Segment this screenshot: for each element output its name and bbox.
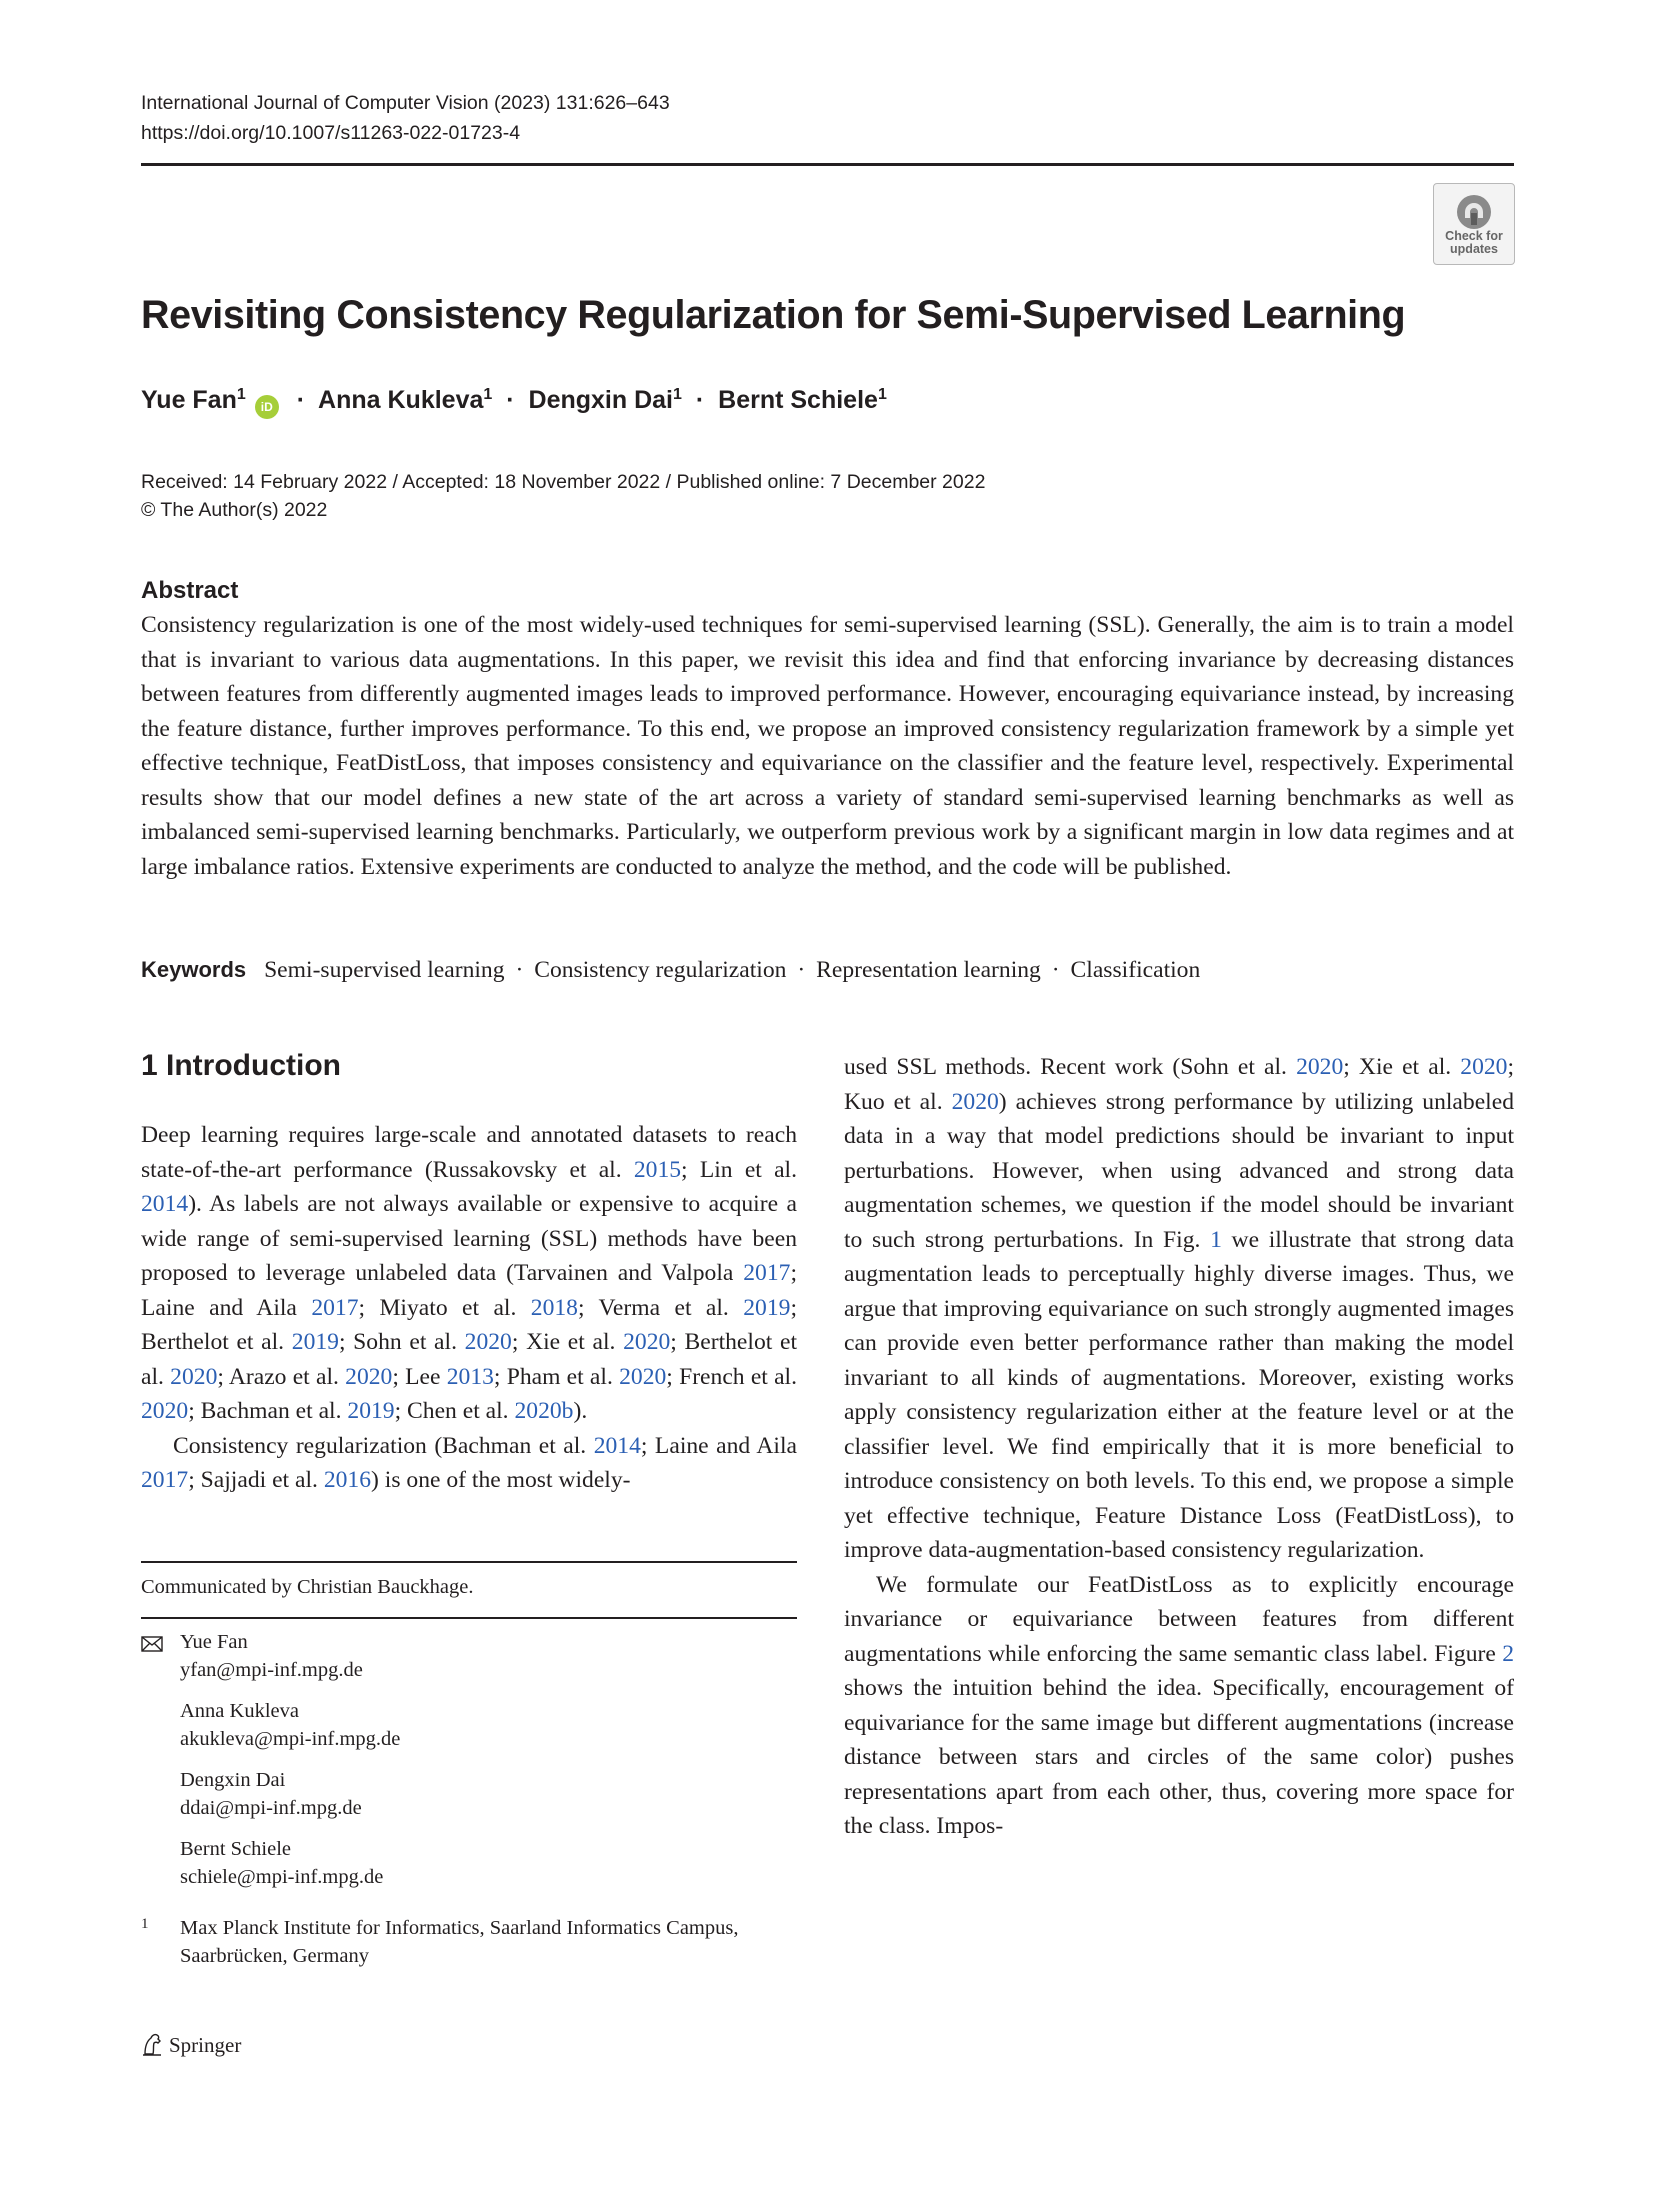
citation-link[interactable]: 2020 — [1296, 1054, 1344, 1080]
keywords-label: Keywords — [141, 957, 247, 982]
citation-link[interactable]: 2020 — [619, 1363, 667, 1390]
contact-name: Dengxin Dai — [180, 1769, 286, 1791]
citation-link[interactable]: 2013 — [446, 1363, 494, 1390]
author-name[interactable]: Anna Kukleva — [318, 386, 484, 414]
keyword-separator: · — [1051, 957, 1060, 983]
intro-paragraph-1: Deep learning requires large-scale and annotated datasets to reach state-of-the-art performance (Russakovsky et al. 2015; Lin et al. 2014). As labels are not always available or expensive to acquire a wide range of semi-supervised learning (SSL) methods have been proposed to leverage unlabeled data (Tarvainen and Valpola 2017; Laine and Aila 2017; Miyato et al. 2018; Verma et al. 2019; Berthelot et al. 2019; Sohn et al. 2020; Xie et al. 2020; Berthelot et al. 2020; Arazo et al. 2020; Lee 2013; Pham et al. 2020; French et al. 2020; Bachman et al. 2019; Chen et al. 2020b). — [141, 1122, 798, 1424]
citation-link[interactable]: 2014 — [141, 1191, 189, 1217]
author-affiliation-mark: 1 — [673, 386, 682, 403]
citation-link[interactable]: 2015 — [633, 1156, 682, 1183]
envelope-icon — [141, 1636, 163, 1652]
publisher-logo — [141, 2030, 241, 2060]
right-column — [844, 1050, 1514, 1844]
author-separator: · — [695, 386, 705, 414]
doi-link[interactable]: https://doi.org/10.1007/s11263-022-01723-4 — [141, 122, 521, 144]
keyword: Classification — [1070, 957, 1201, 983]
contact-name: Bernt Schiele — [180, 1838, 292, 1860]
check-for-updates-badge[interactable] — [1433, 183, 1515, 265]
citation-link[interactable]: 2019 — [347, 1398, 395, 1424]
citation-link[interactable]: 2019 — [291, 1329, 339, 1355]
citation-link[interactable]: 2020 — [170, 1363, 218, 1390]
affiliation-footnote — [141, 1914, 797, 1970]
contact-email[interactable]: ddai@mpi-inf.mpg.de — [180, 1796, 362, 1819]
citation-link[interactable]: 2016 — [323, 1467, 372, 1493]
journal-citation: International Journal of Computer Vision (2023) 131:626–643 — [141, 92, 670, 114]
intro-paragraph-3: used SSL methods. Recent work (Sohn et al. 2020; Xie et al. 2020; Kuo et al. 2020) achieves strong performance by utilizing unlabeled data in a way that model predictions should be invariant to input perturbations. However, when using advanced and strong data augmentation schemes, we question if the model should be invariant to such strong perturbations. In Fig. 1 we illustrate that strong data augmentation leads to perceptually highly diverse images. Thus, we argue that improving equivariance on such strongly augmented images can provide even better performance rather than making the model invariant to all kinds of augmentations. Moreover, existing works apply consistency regularization either at the feature level or at the classifier level. We find empirically that it is more beneficial to introduce consistency on both levels. To this end, we propose a simple yet effective technique, Feature Distance Loss (FeatDistLoss), to improve data-augmentation-based consistency regularization. — [844, 1054, 1515, 1563]
citation-link[interactable]: 2020 — [623, 1329, 671, 1355]
contact-name: Yue Fan — [180, 1631, 248, 1653]
author-contacts — [141, 1629, 797, 1905]
keyword-separator: · — [515, 957, 524, 983]
contact-entry — [141, 1836, 797, 1891]
citation-link[interactable]: 1 — [1210, 1226, 1222, 1253]
citation-link[interactable]: 2020 — [1460, 1054, 1508, 1080]
citation-link[interactable]: 2014 — [593, 1432, 641, 1459]
contact-entry — [141, 1767, 797, 1822]
badge-line-1: Check for — [1445, 229, 1503, 243]
author-affiliation-mark: 1 — [236, 386, 246, 403]
keyword: Representation learning — [816, 957, 1041, 983]
author-separator: · — [296, 386, 306, 414]
publisher-name: Springer — [169, 2033, 242, 2057]
citation-link[interactable]: 2020 — [345, 1363, 393, 1390]
citation-link[interactable]: 2017 — [311, 1294, 359, 1321]
keyword: Consistency regularization — [534, 957, 787, 983]
author-name[interactable]: Yue Fan — [141, 386, 237, 414]
contact-email[interactable]: yfan@mpi-inf.mpg.de — [180, 1658, 363, 1681]
contact-entry — [141, 1698, 797, 1753]
check-for-updates-icon — [1452, 192, 1496, 232]
citation-link[interactable]: 2020 — [464, 1329, 512, 1355]
badge-line-2: updates — [1450, 242, 1498, 256]
intro-paragraph-2: Consistency regularization (Bachman et al. 2014; Laine and Aila 2017; Sajjadi et al. 2016) is one of the most widely- — [141, 1432, 797, 1493]
author-list — [141, 383, 887, 419]
copyright-notice: © The Author(s) 2022 — [141, 499, 328, 521]
publication-dates: Received: 14 February 2022 / Accepted: 18 November 2022 / Published online: 7 December 2022 — [141, 471, 986, 493]
footnote-rule — [141, 1561, 797, 1563]
affiliation-text: Max Planck Institute for Informatics, Saarland Informatics Campus, Saarbrücken, Germany — [180, 1917, 739, 1967]
communicated-by: Communicated by Christian Bauckhage. — [141, 1576, 474, 1598]
author-affiliation-mark: 1 — [877, 386, 887, 403]
contact-email[interactable]: schiele@mpi-inf.mpg.de — [180, 1865, 384, 1888]
springer-horse-icon — [141, 2032, 163, 2056]
orcid-icon[interactable]: iD — [255, 395, 279, 419]
citation-link[interactable]: 2020 — [951, 1088, 999, 1115]
keyword: Semi-supervised learning — [264, 957, 505, 983]
abstract-text: Consistency regularization is one of the most widely-used techniques for semi-supervised learning (SSL). Generally, the aim is to train a model that is invariant to various data augmentations. In this paper, we revisit this idea and find that enforcing invariance by decreasing distances between features from differently augmented images leads to improved performance. However, encouraging equivariance instead, by increasing the feature distance, further improves performance. To this end, we propose an improved consistency regularization framework by a simple yet effective technique, FeatDistLoss, that imposes consistency and equivariance on the classifier and the feature level, respectively. Experimental results show that our model defines a new state of the art across a variety of standard semi-supervised learning benchmarks as well as imbalanced semi-supervised learning benchmarks. Particularly, we outperform previous work by a significant margin in low data regimes and at large imbalance ratios. Extensive experiments are conducted to analyze the method, and the code will be published. — [141, 612, 1514, 880]
section-heading-introduction: 1 Introduction — [141, 1049, 341, 1082]
citation-link[interactable]: 2019 — [743, 1294, 791, 1321]
header-rule — [141, 163, 1514, 166]
contact-email[interactable]: akukleva@mpi-inf.mpg.de — [180, 1727, 401, 1750]
keywords-line — [141, 953, 1200, 987]
author-name[interactable]: Bernt Schiele — [718, 386, 878, 414]
footnote-rule — [141, 1617, 797, 1619]
author-name[interactable]: Dengxin Dai — [528, 386, 674, 414]
citation-link[interactable]: 2 — [1502, 1640, 1514, 1667]
abstract-heading: Abstract — [141, 577, 239, 604]
author-affiliation-mark: 1 — [483, 386, 493, 403]
affiliation-number: 1 — [141, 1916, 149, 1932]
intro-paragraph-4: We formulate our FeatDistLoss as to explicitly encourage invariance or equivariance between features from different augmentations while enforcing the same semantic class label. Figure 2 shows the intuition behind the idea. Specifically, encouragement of equivariance for the same image but different augmentations (increase distance between stars and circles of the same color) pushes representations apart from each other, thus, covering more space for the class. Impos- — [844, 1571, 1514, 1839]
author-separator: · — [506, 386, 515, 414]
citation-link[interactable]: 2017 — [743, 1260, 791, 1286]
citation-link[interactable]: 2020b — [514, 1398, 574, 1424]
citation-link[interactable]: 2020 — [141, 1398, 189, 1424]
contact-entry — [141, 1629, 797, 1684]
keyword-separator: · — [797, 957, 806, 983]
citation-link[interactable]: 2017 — [141, 1467, 189, 1493]
citation-link[interactable]: 2018 — [530, 1294, 578, 1321]
paper-title: Revisiting Consistency Regularization for Semi-Supervised Learning — [141, 293, 1406, 337]
contact-name: Anna Kukleva — [180, 1700, 299, 1722]
left-column — [141, 1118, 797, 1498]
